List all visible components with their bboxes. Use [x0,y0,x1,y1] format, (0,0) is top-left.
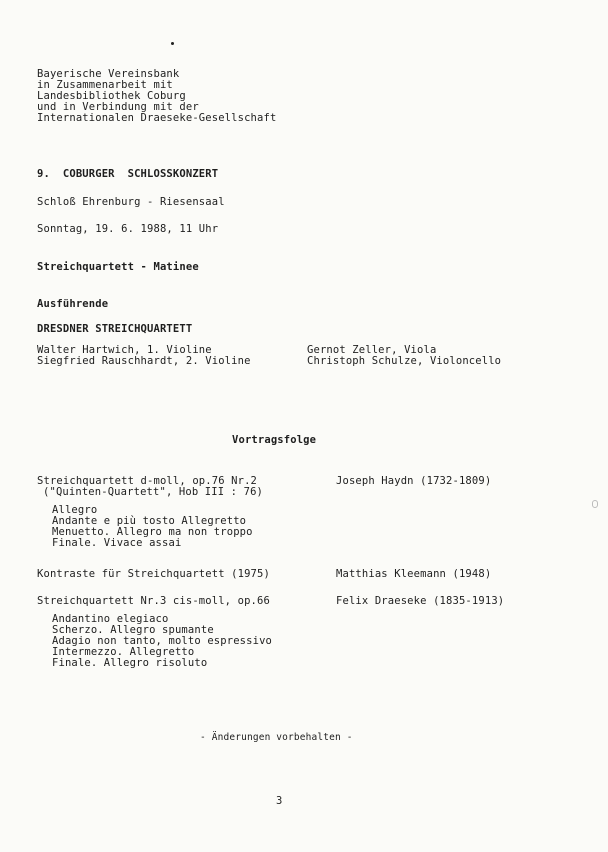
movement: Finale. Vivace assai [52,537,182,549]
ensemble-name: DRESDNER STREICHQUARTETT [37,323,193,335]
performers-heading: Ausführende [37,298,109,310]
organizer-line: und in Verbindung mit der [37,101,199,113]
work-composer: Felix Draeseke (1835-1913) [336,595,505,607]
concert-venue: Schloß Ehrenburg - Riesensaal [37,196,225,208]
movement: Andante e più tosto Allegretto [52,515,247,527]
movement: Allegro [52,504,98,516]
movement: Intermezzo. Allegretto [52,646,195,658]
work-composer: Matthias Kleemann (1948) [336,568,492,580]
movement: Scherzo. Allegro spumante [52,624,214,636]
program-heading: Vortragsfolge [232,434,317,446]
performer-member: Gernot Zeller, Viola [307,344,437,356]
paper-speck [592,500,598,508]
concert-type: Streichquartett - Matinee [37,261,199,273]
work-title: Streichquartett Nr.3 cis-moll, op.66 [37,595,270,607]
ink-dot [171,42,174,45]
movement: Menuetto. Allegro ma non troppo [52,526,253,538]
organizer-line: in Zusammenarbeit mit [37,79,173,91]
movement: Finale. Allegro risoluto [52,657,208,669]
performer-member: Siegfried Rauschhardt, 2. Violine [37,355,251,367]
page-number: 3 [276,795,283,807]
organizer-line: Bayerische Vereinsbank [37,68,180,80]
work-title: Streichquartett d-moll, op.76 Nr.2 [37,475,258,487]
work-title: Kontraste für Streichquartett (1975) [37,568,270,580]
concert-title: 9. COBURGER SCHLOSSKONZERT [37,168,219,180]
work-subtitle: ("Quinten-Quartett", Hob III : 76) [43,486,264,498]
concert-date: Sonntag, 19. 6. 1988, 11 Uhr [37,223,219,235]
organizer-line: Internationalen Draeseke-Gesellschaft [37,112,277,124]
work-composer: Joseph Haydn (1732-1809) [336,475,492,487]
movement: Andantino elegiaco [52,613,169,625]
movement: Adagio non tanto, molto espressivo [52,635,273,647]
performer-member: Walter Hartwich, 1. Violine [37,344,212,356]
changes-note: - Änderungen vorbehalten - [200,732,353,743]
organizer-line: Landesbibliothek Coburg [37,90,186,102]
performer-member: Christoph Schulze, Violoncello [307,355,502,367]
